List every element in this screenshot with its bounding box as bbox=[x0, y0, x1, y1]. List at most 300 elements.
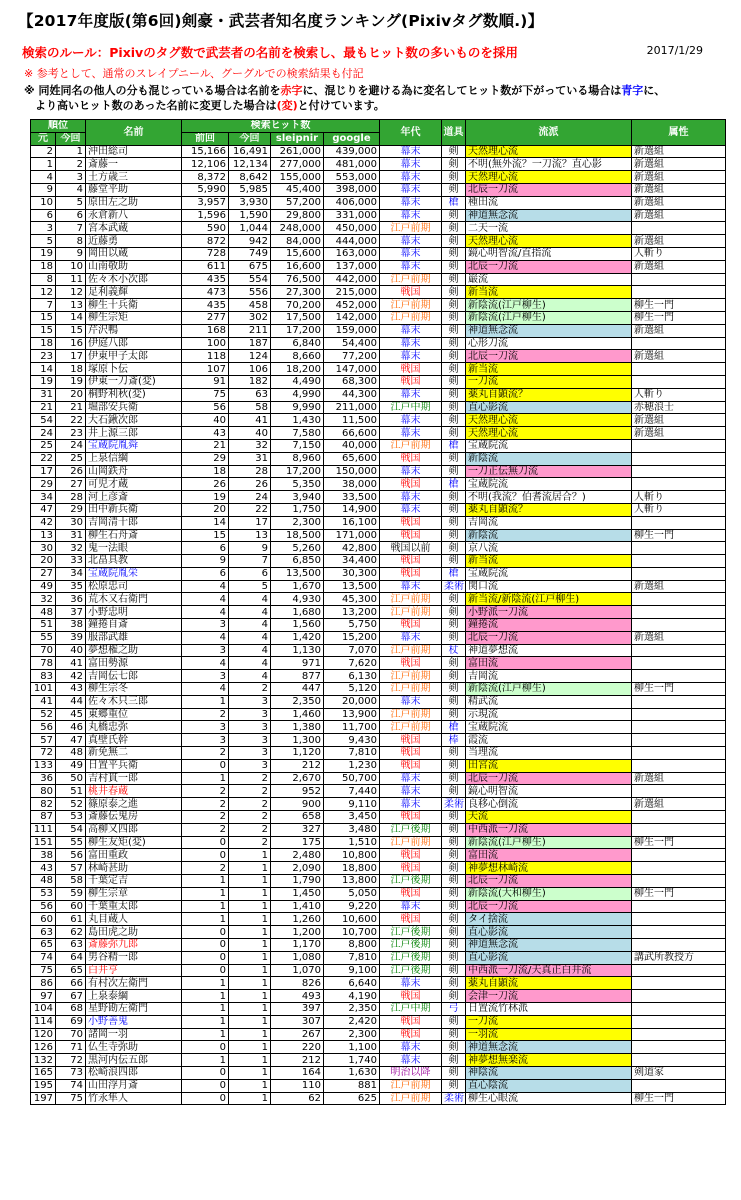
cell-rank-ima: 40 bbox=[56, 644, 86, 657]
cell-weapon: 剣 bbox=[442, 875, 466, 888]
cell-google-hits: 3,450 bbox=[324, 811, 380, 824]
cell-prev-hits: 3 bbox=[182, 670, 229, 683]
cell-prev-hits: 2 bbox=[182, 785, 229, 798]
cell-school: 鏡心明智流 bbox=[466, 785, 632, 798]
table-row bbox=[31, 606, 726, 619]
cell-rank-moto: 82 bbox=[31, 798, 56, 811]
cell-google-hits: 8,800 bbox=[324, 939, 380, 952]
cell-curr-hits: 41 bbox=[229, 414, 271, 427]
cell-weapon: 剣 bbox=[442, 1015, 466, 1028]
table-row bbox=[31, 580, 726, 593]
cell-era: 江戸前期 bbox=[380, 593, 442, 606]
cell-prev-hits: 3 bbox=[182, 721, 229, 734]
cell-rank-ima: 53 bbox=[56, 811, 86, 824]
cell-name: 新免無二 bbox=[86, 747, 182, 760]
header-prev: 前回 bbox=[182, 132, 229, 145]
cell-rank-moto: 56 bbox=[31, 900, 56, 913]
cell-prev-hits: 6 bbox=[182, 542, 229, 555]
cell-weapon: 槍 bbox=[442, 721, 466, 734]
cell-era: 幕末 bbox=[380, 183, 442, 196]
cell-era: 戦国 bbox=[380, 747, 442, 760]
cell-rank-ima: 17 bbox=[56, 350, 86, 363]
cell-curr-hits: 2 bbox=[229, 798, 271, 811]
cell-google-hits: 9,100 bbox=[324, 964, 380, 977]
cell-affiliation bbox=[632, 900, 726, 913]
cell-sleipnir-hits: 155,000 bbox=[271, 171, 324, 184]
cell-prev-hits: 3 bbox=[182, 644, 229, 657]
cell-prev-hits: 26 bbox=[182, 478, 229, 491]
cell-prev-hits: 1 bbox=[182, 913, 229, 926]
cell-curr-hits: 1 bbox=[229, 990, 271, 1003]
cell-era: 戦国 bbox=[380, 286, 442, 299]
cell-rank-moto: 19 bbox=[31, 375, 56, 388]
cell-google-hits: 40,000 bbox=[324, 439, 380, 452]
cell-prev-hits: 43 bbox=[182, 427, 229, 440]
cell-rank-ima: 11 bbox=[56, 273, 86, 286]
table-row bbox=[31, 145, 726, 158]
cell-affiliation bbox=[632, 465, 726, 478]
cell-name: 小野善鬼 bbox=[86, 1015, 182, 1028]
cell-weapon: 槍 bbox=[442, 478, 466, 491]
cell-sleipnir-hits: 277,000 bbox=[271, 158, 324, 171]
cell-prev-hits: 29 bbox=[182, 452, 229, 465]
cell-name: 日置平兵衛 bbox=[86, 759, 182, 772]
cell-name: 竹永隼人 bbox=[86, 1092, 182, 1105]
cell-era: 江戸前期 bbox=[380, 836, 442, 849]
cell-affiliation bbox=[632, 363, 726, 376]
cell-sleipnir-hits: 1,130 bbox=[271, 644, 324, 657]
cell-rank-ima: 18 bbox=[56, 363, 86, 376]
cell-name: 藤堂平助 bbox=[86, 183, 182, 196]
cell-name: 夢想権之助 bbox=[86, 644, 182, 657]
cell-era: 江戸後期 bbox=[380, 939, 442, 952]
cell-name: 柳生友矩(変) bbox=[86, 836, 182, 849]
cell-affiliation: 人斬り bbox=[632, 388, 726, 401]
table-row bbox=[31, 478, 726, 491]
cell-name: 堀部安兵衛 bbox=[86, 401, 182, 414]
cell-sleipnir-hits: 7,580 bbox=[271, 427, 324, 440]
cell-era: 幕末 bbox=[380, 145, 442, 158]
cell-name: 千葉重太郎 bbox=[86, 900, 182, 913]
cell-weapon: 剣 bbox=[442, 465, 466, 478]
cell-rank-ima: 72 bbox=[56, 1054, 86, 1067]
cell-prev-hits: 1 bbox=[182, 1028, 229, 1041]
cell-affiliation: 赤穂浪士 bbox=[632, 401, 726, 414]
cell-google-hits: 50,700 bbox=[324, 772, 380, 785]
cell-rank-ima: 46 bbox=[56, 721, 86, 734]
cell-name: 鐘捲自斎 bbox=[86, 619, 182, 632]
cell-google-hits: 7,440 bbox=[324, 785, 380, 798]
cell-sleipnir-hits: 3,940 bbox=[271, 491, 324, 504]
table-row bbox=[31, 516, 726, 529]
cell-prev-hits: 19 bbox=[182, 491, 229, 504]
cell-school: 新当流 bbox=[466, 286, 632, 299]
cell-affiliation bbox=[632, 478, 726, 491]
cell-rank-ima: 20 bbox=[56, 388, 86, 401]
cell-rank-moto: 165 bbox=[31, 1066, 56, 1079]
cell-name: 近藤勇 bbox=[86, 235, 182, 248]
cell-rank-moto: 9 bbox=[31, 183, 56, 196]
cell-rank-moto: 27 bbox=[31, 567, 56, 580]
cell-curr-hits: 1 bbox=[229, 1079, 271, 1092]
cell-weapon: 剣 bbox=[442, 1054, 466, 1067]
table-row bbox=[31, 772, 726, 785]
table-row bbox=[31, 311, 726, 324]
cell-curr-hits: 16,491 bbox=[229, 145, 271, 158]
cell-name: 吉岡伝七郎 bbox=[86, 670, 182, 683]
cell-prev-hits: 0 bbox=[182, 926, 229, 939]
cell-era: 幕末 bbox=[380, 388, 442, 401]
cell-prev-hits: 168 bbox=[182, 324, 229, 337]
cell-school: 神道無念流 bbox=[466, 939, 632, 952]
cell-sleipnir-hits: 212 bbox=[271, 1054, 324, 1067]
cell-curr-hits: 3 bbox=[229, 708, 271, 721]
cell-rank-moto: 133 bbox=[31, 759, 56, 772]
cell-school: 一刀流 bbox=[466, 1015, 632, 1028]
cell-curr-hits: 6 bbox=[229, 567, 271, 580]
cell-curr-hits: 31 bbox=[229, 452, 271, 465]
table-row bbox=[31, 1041, 726, 1054]
table-row bbox=[31, 1079, 726, 1092]
cell-school: 北辰一刀流 bbox=[466, 350, 632, 363]
cell-prev-hits: 2 bbox=[182, 708, 229, 721]
header-affiliation: 属性 bbox=[632, 120, 726, 146]
cell-affiliation bbox=[632, 286, 726, 299]
cell-rank-ima: 49 bbox=[56, 759, 86, 772]
cell-school: 新陰流(大和柳生) bbox=[466, 887, 632, 900]
cell-prev-hits: 1 bbox=[182, 1015, 229, 1028]
cell-google-hits: 1,630 bbox=[324, 1066, 380, 1079]
cell-curr-hits: 1 bbox=[229, 926, 271, 939]
table-row bbox=[31, 747, 726, 760]
cell-era: 戦国 bbox=[380, 375, 442, 388]
cell-curr-hits: 1 bbox=[229, 1066, 271, 1079]
table-row bbox=[31, 683, 726, 696]
cell-weapon: 剣 bbox=[442, 926, 466, 939]
table-row bbox=[31, 734, 726, 747]
cell-curr-hits: 5 bbox=[229, 580, 271, 593]
cell-era: 幕末 bbox=[380, 260, 442, 273]
cell-sleipnir-hits: 4,930 bbox=[271, 593, 324, 606]
cell-school: 新陰流 bbox=[466, 529, 632, 542]
cell-rank-ima: 13 bbox=[56, 299, 86, 312]
table-row bbox=[31, 964, 726, 977]
cell-curr-hits: 1 bbox=[229, 1054, 271, 1067]
cell-weapon: 剣 bbox=[442, 542, 466, 555]
cell-era: 江戸前期 bbox=[380, 644, 442, 657]
cell-curr-hits: 17 bbox=[229, 516, 271, 529]
cell-rank-moto: 8 bbox=[31, 273, 56, 286]
cell-era: 幕末 bbox=[380, 503, 442, 516]
cell-era: 戦国 bbox=[380, 990, 442, 1003]
cell-curr-hits: 1 bbox=[229, 1015, 271, 1028]
cell-rank-ima: 56 bbox=[56, 849, 86, 862]
cell-name: 沖田総司 bbox=[86, 145, 182, 158]
cell-weapon: 剣 bbox=[442, 849, 466, 862]
cell-rank-ima: 43 bbox=[56, 683, 86, 696]
cell-curr-hits: 1,590 bbox=[229, 209, 271, 222]
cell-curr-hits: 24 bbox=[229, 491, 271, 504]
cell-sleipnir-hits: 267 bbox=[271, 1028, 324, 1041]
cell-rank-ima: 45 bbox=[56, 708, 86, 721]
cell-rank-moto: 72 bbox=[31, 747, 56, 760]
cell-affiliation: 新選組 bbox=[632, 798, 726, 811]
cell-school: 北辰一刀流 bbox=[466, 631, 632, 644]
cell-google-hits: 331,000 bbox=[324, 209, 380, 222]
cell-affiliation: 新選組 bbox=[632, 631, 726, 644]
cell-name: 男谷精一郎 bbox=[86, 951, 182, 964]
cell-rank-moto: 65 bbox=[31, 939, 56, 952]
cell-era: 江戸前期 bbox=[380, 439, 442, 452]
cell-rank-ima: 24 bbox=[56, 439, 86, 452]
cell-rank-moto: 97 bbox=[31, 990, 56, 1003]
cell-rank-ima: 37 bbox=[56, 606, 86, 619]
cell-name: 宮本武蔵 bbox=[86, 222, 182, 235]
cell-affiliation bbox=[632, 542, 726, 555]
cell-rank-moto: 75 bbox=[31, 964, 56, 977]
cell-school: 宝蔵院流 bbox=[466, 721, 632, 734]
note-text: と付けています。 bbox=[297, 99, 385, 112]
cell-sleipnir-hits: 952 bbox=[271, 785, 324, 798]
cell-rank-moto: 3 bbox=[31, 222, 56, 235]
cell-era: 戦国 bbox=[380, 811, 442, 824]
cell-weapon: 剣 bbox=[442, 414, 466, 427]
cell-affiliation bbox=[632, 1015, 726, 1028]
cell-era: 戦国 bbox=[380, 619, 442, 632]
cell-google-hits: 137,000 bbox=[324, 260, 380, 273]
cell-affiliation: 柳生一門 bbox=[632, 887, 726, 900]
cell-weapon: 剣 bbox=[442, 823, 466, 836]
cell-affiliation bbox=[632, 657, 726, 670]
table-row bbox=[31, 171, 726, 184]
cell-sleipnir-hits: 877 bbox=[271, 670, 324, 683]
cell-curr-hits: 1 bbox=[229, 913, 271, 926]
cell-affiliation bbox=[632, 439, 726, 452]
cell-name: 上泉泰綱 bbox=[86, 990, 182, 1003]
cell-weapon: 剣 bbox=[442, 964, 466, 977]
cell-era: 幕末 bbox=[380, 427, 442, 440]
cell-school: 鐘捲流 bbox=[466, 619, 632, 632]
cell-era: 江戸後期 bbox=[380, 926, 442, 939]
cell-weapon: 剣 bbox=[442, 657, 466, 670]
table-row bbox=[31, 1054, 726, 1067]
cell-name: 斎藤弥九郎 bbox=[86, 939, 182, 952]
table-row bbox=[31, 222, 726, 235]
cell-sleipnir-hits: 2,300 bbox=[271, 516, 324, 529]
table-row bbox=[31, 439, 726, 452]
cell-affiliation bbox=[632, 734, 726, 747]
header-moto: 元 bbox=[31, 132, 56, 145]
cell-rank-ima: 7 bbox=[56, 222, 86, 235]
cell-prev-hits: 1 bbox=[182, 875, 229, 888]
cell-era: 江戸前期 bbox=[380, 273, 442, 286]
cell-affiliation: 新選組 bbox=[632, 196, 726, 209]
cell-sleipnir-hits: 1,670 bbox=[271, 580, 324, 593]
cell-affiliation: 新選組 bbox=[632, 260, 726, 273]
cell-era: 幕末 bbox=[380, 196, 442, 209]
date-label: 2017/1/29 bbox=[646, 44, 703, 57]
cell-era: 幕末 bbox=[380, 465, 442, 478]
cell-curr-hits: 28 bbox=[229, 465, 271, 478]
cell-google-hits: 66,600 bbox=[324, 427, 380, 440]
cell-sleipnir-hits: 261,000 bbox=[271, 145, 324, 158]
cell-weapon: 剣 bbox=[442, 324, 466, 337]
cell-curr-hits: 12,134 bbox=[229, 158, 271, 171]
cell-name: 高柳又四郎 bbox=[86, 823, 182, 836]
cell-affiliation: 新選組 bbox=[632, 580, 726, 593]
note-blue-word: 青字 bbox=[621, 84, 644, 97]
cell-rank-ima: 68 bbox=[56, 1002, 86, 1015]
cell-rank-ima: 61 bbox=[56, 913, 86, 926]
cell-prev-hits: 473 bbox=[182, 286, 229, 299]
cell-prev-hits: 91 bbox=[182, 375, 229, 388]
cell-google-hits: 7,810 bbox=[324, 747, 380, 760]
note-text: ※ 同姓同名の他人の分も混じっている場合は名前を bbox=[24, 84, 281, 97]
cell-era: 幕末 bbox=[380, 235, 442, 248]
cell-era: 江戸後期 bbox=[380, 823, 442, 836]
cell-rank-moto: 5 bbox=[31, 235, 56, 248]
table-row bbox=[31, 286, 726, 299]
cell-rank-moto: 49 bbox=[31, 580, 56, 593]
cell-name: 斎藤伝鬼房 bbox=[86, 811, 182, 824]
cell-rank-moto: 54 bbox=[31, 414, 56, 427]
cell-google-hits: 20,000 bbox=[324, 695, 380, 708]
cell-era: 戦国 bbox=[380, 478, 442, 491]
cell-name: 田中新兵衛 bbox=[86, 503, 182, 516]
cell-name: 山岡鉄舟 bbox=[86, 465, 182, 478]
cell-sleipnir-hits: 1,680 bbox=[271, 606, 324, 619]
table-row bbox=[31, 759, 726, 772]
naming-note bbox=[24, 83, 665, 113]
cell-era: 江戸中期 bbox=[380, 401, 442, 414]
cell-name: 芹沢鴨 bbox=[86, 324, 182, 337]
cell-weapon: 剣 bbox=[442, 593, 466, 606]
cell-google-hits: 439,000 bbox=[324, 145, 380, 158]
cell-era: 幕末 bbox=[380, 337, 442, 350]
cell-google-hits: 171,000 bbox=[324, 529, 380, 542]
table-row bbox=[31, 823, 726, 836]
cell-prev-hits: 3 bbox=[182, 619, 229, 632]
cell-curr-hits: 106 bbox=[229, 363, 271, 376]
cell-sleipnir-hits: 16,600 bbox=[271, 260, 324, 273]
cell-curr-hits: 4 bbox=[229, 619, 271, 632]
cell-school: 中西派一刀流/天真正白井流 bbox=[466, 964, 632, 977]
cell-name: 山田浮月斎 bbox=[86, 1079, 182, 1092]
table-row bbox=[31, 670, 726, 683]
cell-sleipnir-hits: 1,380 bbox=[271, 721, 324, 734]
cell-era: 幕末 bbox=[380, 171, 442, 184]
cell-rank-ima: 65 bbox=[56, 964, 86, 977]
cell-era: 明治以降 bbox=[380, 1066, 442, 1079]
cell-curr-hits: 4 bbox=[229, 670, 271, 683]
cell-rank-ima: 36 bbox=[56, 593, 86, 606]
cell-rank-moto: 56 bbox=[31, 721, 56, 734]
cell-era: 戦国 bbox=[380, 887, 442, 900]
cell-sleipnir-hits: 307 bbox=[271, 1015, 324, 1028]
cell-era: 幕末 bbox=[380, 772, 442, 785]
cell-school: 中西派一刀流 bbox=[466, 823, 632, 836]
cell-era: 江戸後期 bbox=[380, 964, 442, 977]
cell-curr-hits: 2 bbox=[229, 836, 271, 849]
cell-era: 幕末 bbox=[380, 414, 442, 427]
cell-weapon: 剣 bbox=[442, 273, 466, 286]
cell-sleipnir-hits: 18,200 bbox=[271, 363, 324, 376]
table-row bbox=[31, 235, 726, 248]
cell-rank-moto: 21 bbox=[31, 401, 56, 414]
cell-rank-ima: 63 bbox=[56, 939, 86, 952]
cell-google-hits: 442,000 bbox=[324, 273, 380, 286]
cell-era: 幕末 bbox=[380, 785, 442, 798]
cell-weapon: 剣 bbox=[442, 555, 466, 568]
cell-affiliation bbox=[632, 273, 726, 286]
cell-rank-ima: 66 bbox=[56, 977, 86, 990]
cell-school: 神道無念流 bbox=[466, 1041, 632, 1054]
cell-rank-moto: 19 bbox=[31, 247, 56, 260]
cell-school: 薬丸自顕流 bbox=[466, 977, 632, 990]
cell-era: 幕末 bbox=[380, 695, 442, 708]
cell-name: 吉岡清十郎 bbox=[86, 516, 182, 529]
cell-google-hits: 211,000 bbox=[324, 401, 380, 414]
cell-prev-hits: 0 bbox=[182, 1079, 229, 1092]
cell-curr-hits: 1 bbox=[229, 875, 271, 888]
cell-rank-ima: 21 bbox=[56, 401, 86, 414]
cell-curr-hits: 1 bbox=[229, 964, 271, 977]
cell-curr-hits: 124 bbox=[229, 350, 271, 363]
cell-school: 神道無念流 bbox=[466, 209, 632, 222]
cell-era: 幕末 bbox=[380, 900, 442, 913]
cell-school: 神夢想無楽流 bbox=[466, 1054, 632, 1067]
cell-rank-moto: 42 bbox=[31, 516, 56, 529]
cell-rank-ima: 1 bbox=[56, 145, 86, 158]
cell-google-hits: 5,750 bbox=[324, 619, 380, 632]
cell-curr-hits: 1 bbox=[229, 862, 271, 875]
cell-prev-hits: 0 bbox=[182, 964, 229, 977]
cell-name: 柳生十兵衛 bbox=[86, 299, 182, 312]
cell-name: 柳生宗矩 bbox=[86, 311, 182, 324]
cell-name: 宝蔵院胤栄 bbox=[86, 567, 182, 580]
cell-name: 篠原泰之進 bbox=[86, 798, 182, 811]
cell-google-hits: 15,200 bbox=[324, 631, 380, 644]
table-row bbox=[31, 708, 726, 721]
cell-curr-hits: 1 bbox=[229, 939, 271, 952]
cell-era: 江戸後期 bbox=[380, 875, 442, 888]
cell-google-hits: 9,110 bbox=[324, 798, 380, 811]
table-row bbox=[31, 849, 726, 862]
cell-name: 諸岡一羽 bbox=[86, 1028, 182, 1041]
cell-era: 江戸前期 bbox=[380, 1079, 442, 1092]
cell-sleipnir-hits: 2,090 bbox=[271, 862, 324, 875]
table-row bbox=[31, 644, 726, 657]
cell-curr-hits: 4 bbox=[229, 606, 271, 619]
cell-sleipnir-hits: 164 bbox=[271, 1066, 324, 1079]
cell-name: 伊東甲子太郎 bbox=[86, 350, 182, 363]
table-row bbox=[31, 913, 726, 926]
cell-curr-hits: 3 bbox=[229, 734, 271, 747]
cell-rank-moto: 43 bbox=[31, 862, 56, 875]
cell-curr-hits: 556 bbox=[229, 286, 271, 299]
cell-name: 佐々木小次郎 bbox=[86, 273, 182, 286]
cell-name: 千葉定吉 bbox=[86, 875, 182, 888]
cell-sleipnir-hits: 1,120 bbox=[271, 747, 324, 760]
cell-weapon: 剣 bbox=[442, 158, 466, 171]
cell-era: 江戸前期 bbox=[380, 222, 442, 235]
cell-school: タイ捨流 bbox=[466, 913, 632, 926]
cell-rank-moto: 48 bbox=[31, 606, 56, 619]
cell-rank-ima: 34 bbox=[56, 567, 86, 580]
cell-affiliation: 新選組 bbox=[632, 183, 726, 196]
cell-prev-hits: 0 bbox=[182, 849, 229, 862]
cell-prev-hits: 1 bbox=[182, 900, 229, 913]
